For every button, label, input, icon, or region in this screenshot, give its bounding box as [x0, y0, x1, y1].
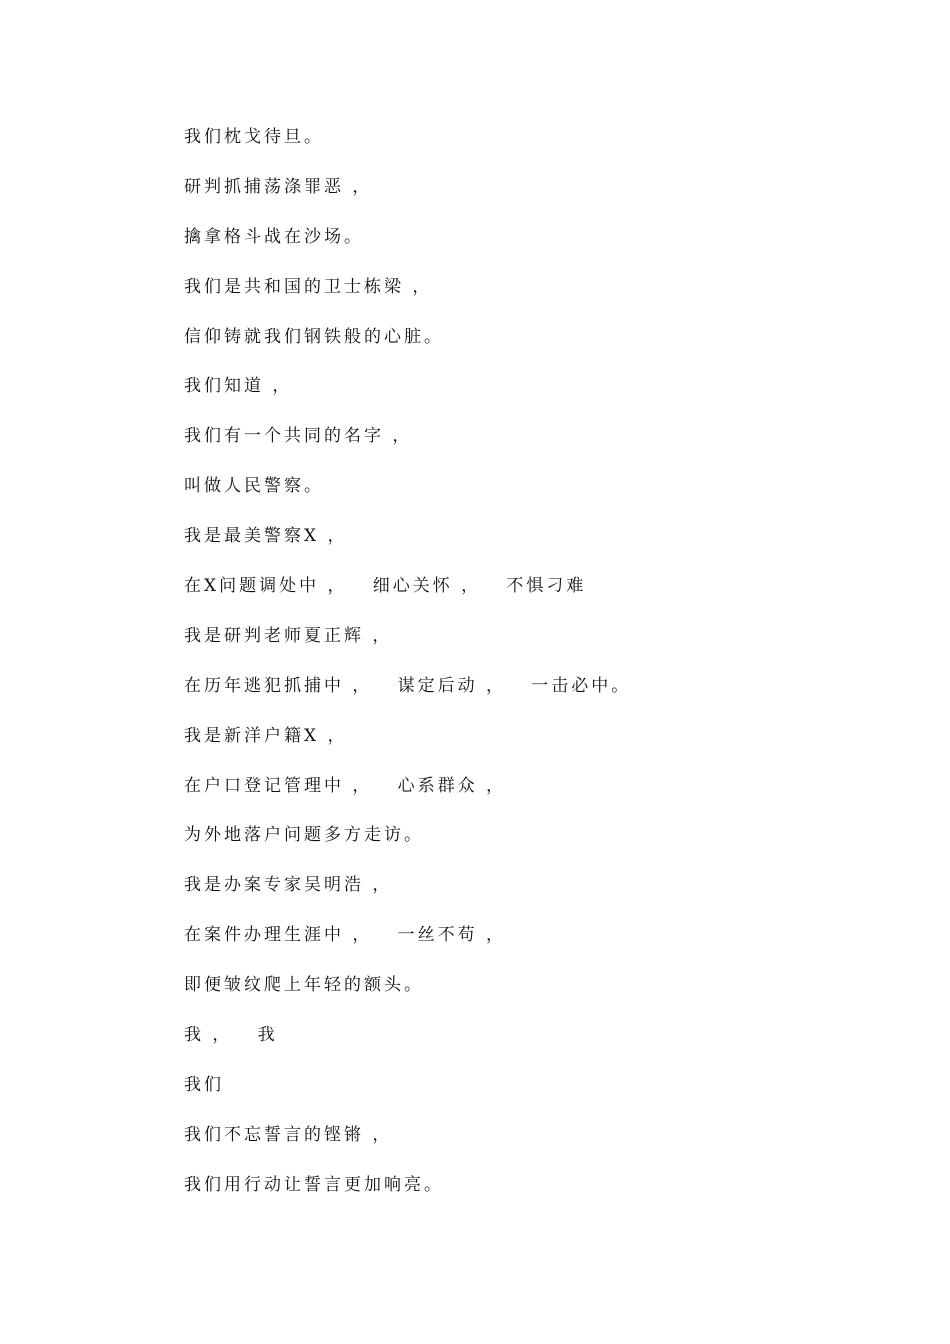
text-line-13: 我是新洋户籍X ，: [184, 725, 348, 746]
text-line-6: 我们知道 ，: [184, 376, 293, 397]
text-line-12: 在历年逃犯抓捕中 ， 谋定后动 ， 一击必中。: [184, 675, 632, 696]
document-body: [184, 124, 864, 1222]
text-line-1: 我们枕戈待旦。: [184, 127, 324, 147]
text-line-5: 信仰铸就我们钢铁般的心脏。: [184, 326, 444, 347]
text-line-10: 在X问题调处中 ， 细心关怀 ， 不惧刁难: [184, 576, 587, 597]
text-line-7: 我们有一个共同的名字 ，: [184, 426, 413, 447]
text-line-9: 我是最美警察X ，: [184, 526, 348, 547]
text-line-19: 我 ， 我: [184, 1025, 278, 1046]
text-line-20: 我们: [184, 1074, 224, 1095]
text-line-18: 即便皱纹爬上年轻的额头。: [184, 975, 424, 996]
text-line-4: 我们是共和国的卫士栋梁 ，: [184, 276, 433, 297]
text-line-8: 叫做人民警察。: [184, 476, 324, 497]
text-line-2: 研判抓捕荡涤罪恶 ，: [184, 176, 373, 197]
text-line-11: 我是研判老师夏正辉 ，: [184, 625, 393, 646]
text-line-15: 为外地落户问题多方走访。: [184, 825, 424, 846]
text-line-16: 我是办案专家吴明浩 ，: [184, 875, 393, 896]
text-line-17: 在案件办理生涯中 ， 一丝不苟 ，: [184, 925, 507, 946]
text-line-21: 我们不忘誓言的铿锵 ，: [184, 1124, 393, 1145]
text-line-14: 在户口登记管理中 ， 心系群众 ，: [184, 775, 507, 796]
text-line-22: 我们用行动让誓言更加响亮。: [184, 1174, 444, 1195]
text-line-3: 擒拿格斗战在沙场。: [184, 226, 364, 247]
